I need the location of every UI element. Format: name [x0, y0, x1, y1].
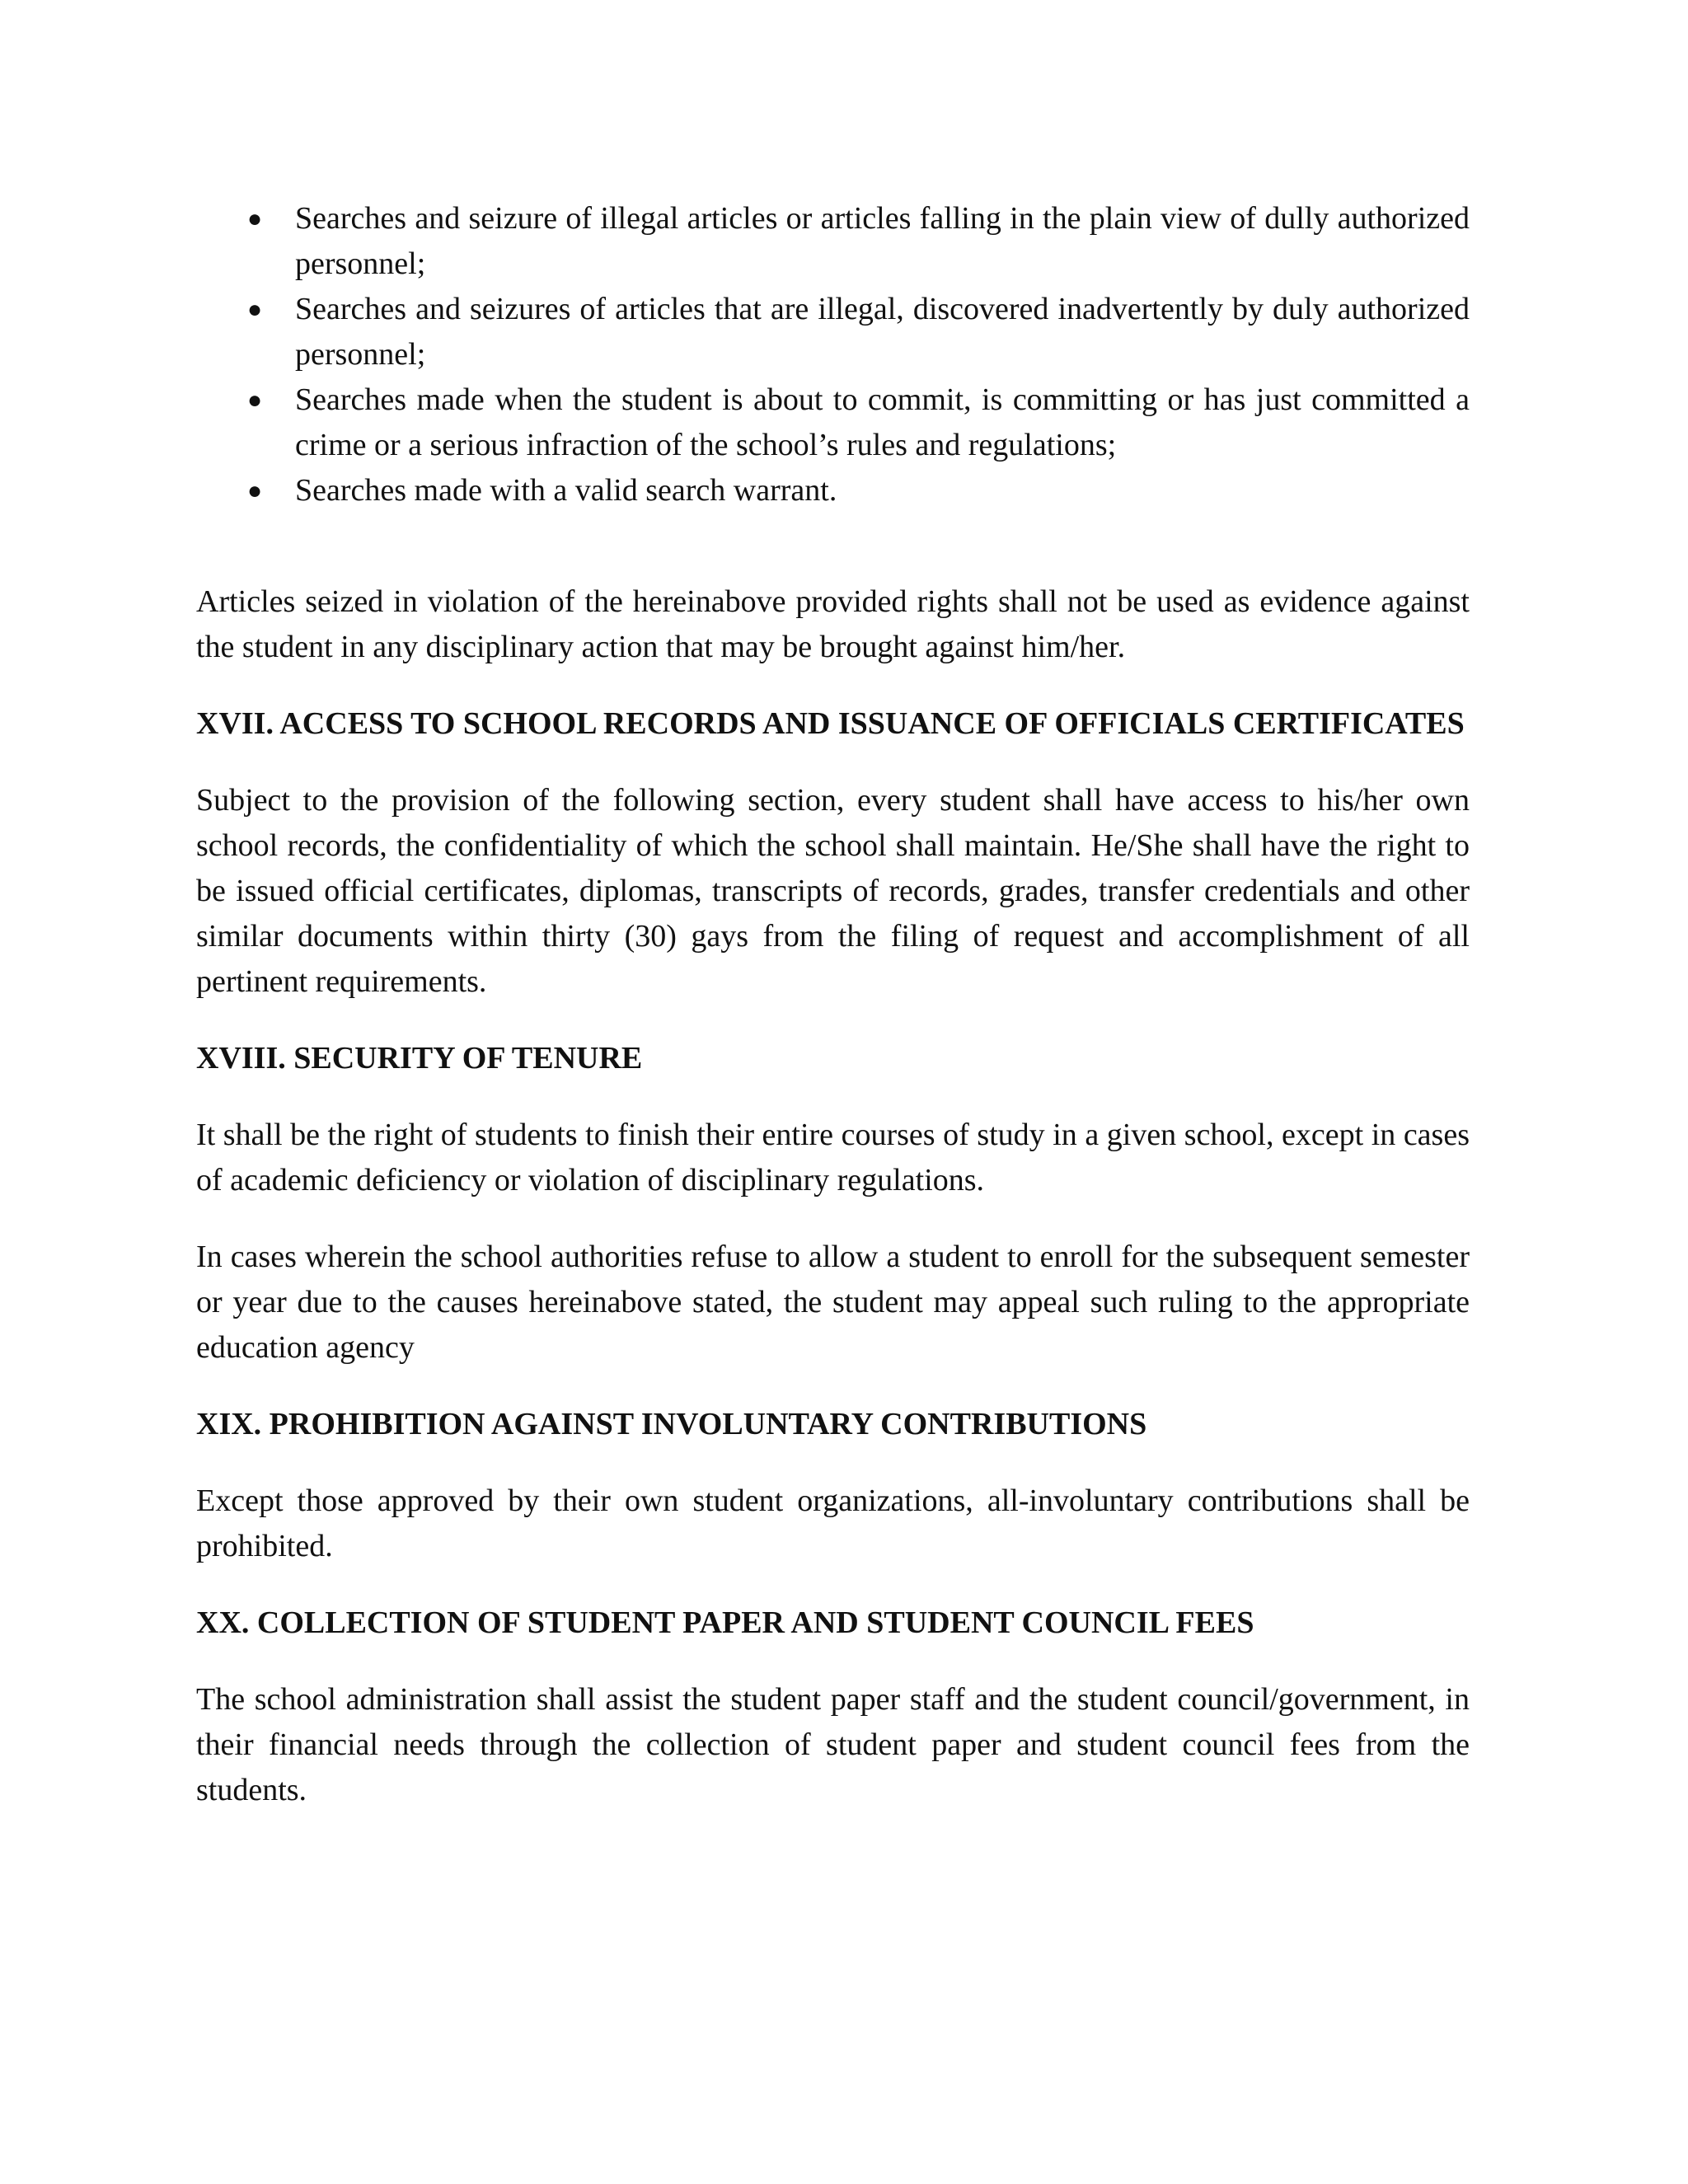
list-item: [196, 196, 1470, 287]
articles-paragraph: Articles seized in violation of the hereinabove provided rights shall not be used as evidence against the student in any disciplinary action that may be brought against him/her.: [196, 584, 1470, 664]
section-heading-xviii: XVIII. SECURITY OF TENURE: [196, 1041, 643, 1076]
section-xviii-paragraph-2: In cases wherein the school authorities refuse to allow a student to enroll for the subsequent semester or year due to the causes hereinabove stated, the student may appeal such ruling to the appropriate education agency: [196, 1240, 1470, 1365]
section-xvii-paragraph: Subject to the provision of the following section, every student shall have access to his/her own school records, the confidentiality of which the school shall maintain. He/She shall have the right to be issued official certificates, diplomas, transcripts of records, grades, transfer credentials and other similar documents within thirty (30) gays from the filing of request and accomplishment of all pertinent requirements.: [196, 783, 1470, 999]
search-conditions-list: [196, 196, 1470, 513]
section-heading-xix: XIX. PROHIBITION AGAINST INVOLUNTARY CONTRIBUTIONS: [196, 1407, 1147, 1441]
bullet-icon: ●: [247, 387, 263, 414]
list-item: [196, 377, 1470, 468]
bullet-icon: ●: [247, 296, 263, 323]
list-item-text: Searches made when the student is about to commit, is committing or has just committed a crime or a serious infraction of the school’s rules and regulations;: [295, 382, 1470, 462]
section-xix-paragraph: Except those approved by their own student organizations, all-involuntary contributions shall be prohibited.: [196, 1483, 1470, 1563]
list-item-text: Searches and seizures of articles that are illegal, discovered inadvertently by duly authorized personnel;: [295, 292, 1470, 372]
bullet-icon: ●: [247, 205, 263, 232]
section-heading-xvii: XVII. ACCESS TO SCHOOL RECORDS AND ISSUANCE OF OFFICIALS CERTIFICATES: [196, 706, 1465, 741]
document-page: [196, 196, 1470, 1813]
list-item: [196, 287, 1470, 377]
list-item-text: Searches made with a valid search warrant.: [295, 473, 837, 508]
section-heading-xx: XX. COLLECTION OF STUDENT PAPER AND STUDENT COUNCIL FEES: [196, 1605, 1254, 1640]
section-xx-paragraph: The school administration shall assist the student paper staff and the student council/government, in their financial needs through the collection of student paper and student council fees from the students.: [196, 1682, 1470, 1807]
list-item: [196, 468, 1470, 513]
list-item-text: Searches and seizure of illegal articles or articles falling in the plain view of dully authorized personnel;: [295, 201, 1470, 281]
bullet-icon: ●: [247, 477, 263, 504]
section-xviii-paragraph-1: It shall be the right of students to finish their entire courses of study in a given school, except in cases of academic deficiency or violation of disciplinary regulations.: [196, 1118, 1470, 1197]
